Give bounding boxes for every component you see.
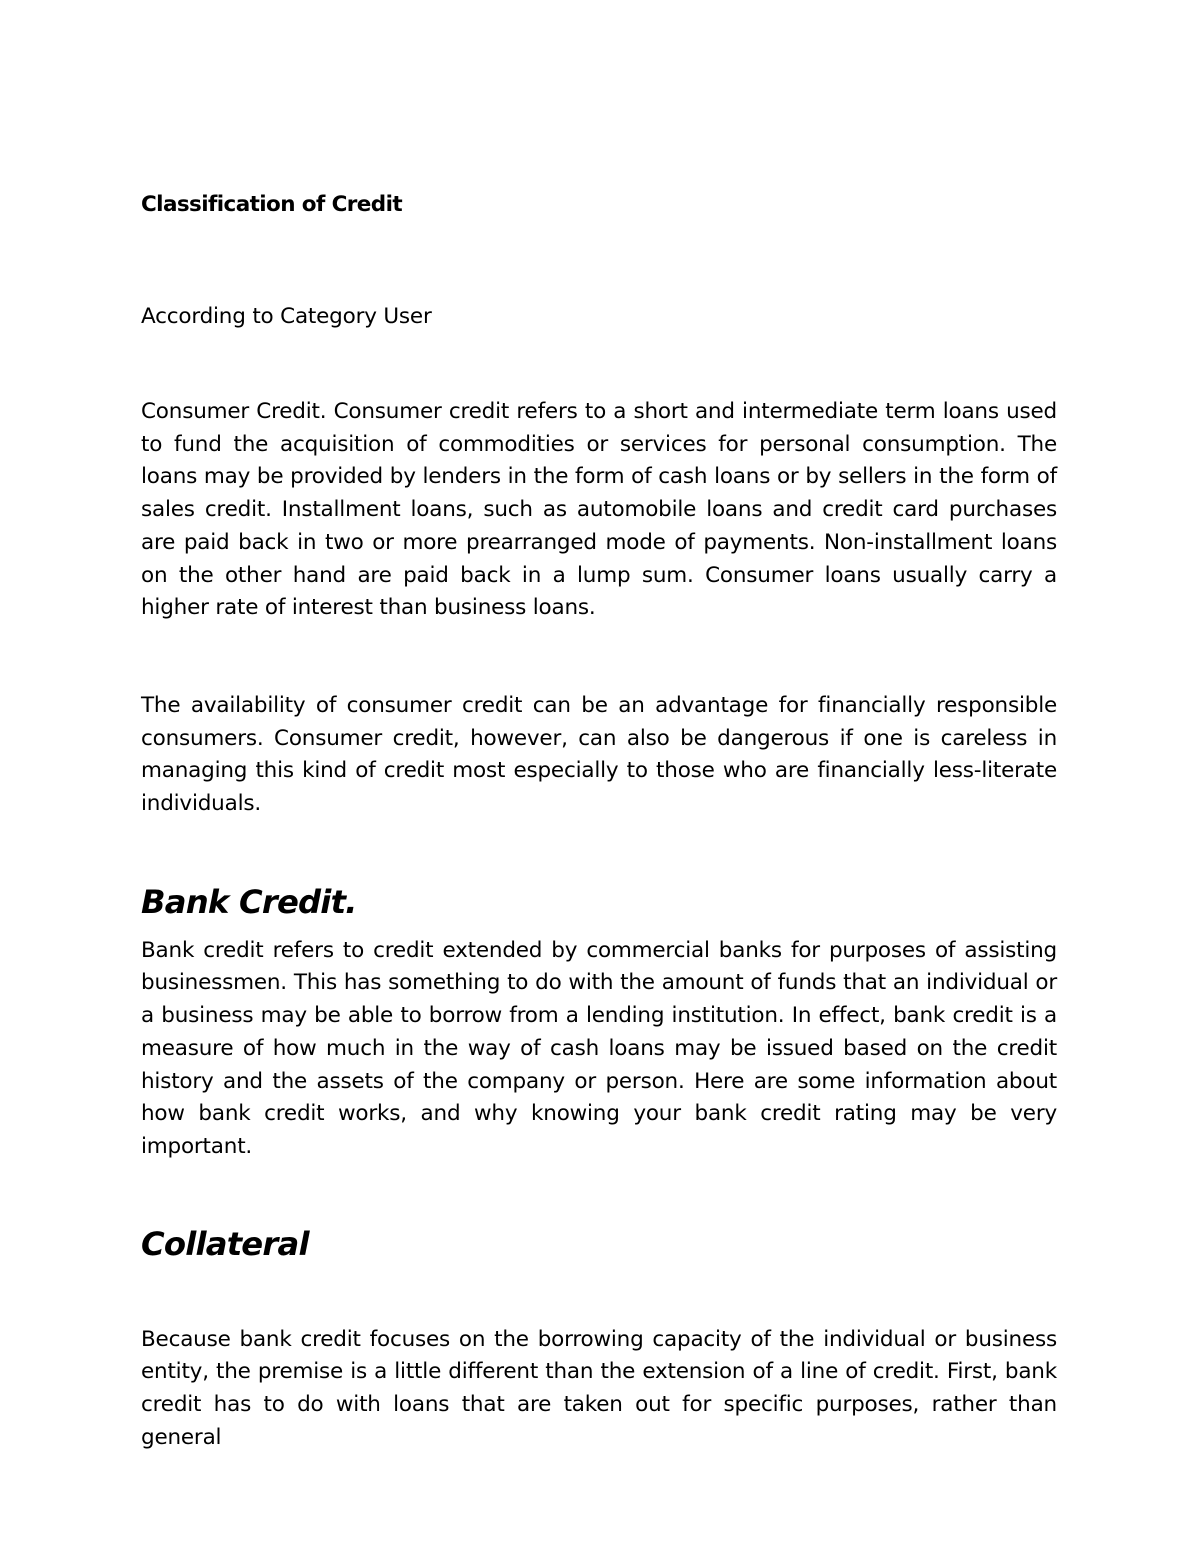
consumer-credit-paragraph: Consumer Credit. Consumer credit refers to a short and intermediate term loans used to fund the acquisition of commodities or services for personal consumption. The loans may be provided by lenders in the form of cash loans or by sellers in the form of sales credit. Installment loans, such as automobile loans and credit card purchases are paid back in two or more prearranged mode of payments. Non-installment loans on the other hand are paid back in a lump sum. Consumer loans usually carry a higher rate of interest than business loans.: [141, 399, 1057, 621]
collateral-heading: Collateral: [141, 1224, 309, 1263]
bank-credit-heading: Bank Credit.: [141, 882, 357, 921]
category-subheading: According to Category User: [141, 304, 432, 329]
collateral-paragraph: Because bank credit focuses on the borrowing capacity of the individual or business entity, the premise is a little different than the extension of a line of credit. First, bank credit has to do with loans that are taken out for specific purposes, rather than general: [141, 1326, 1057, 1450]
availability-paragraph: The availability of consumer credit can be an advantage for financially responsible consumers. Consumer credit, however, can also be dangerous if one is careless in managing this kind of credit most especially to those who are financially less-literate individuals.: [141, 692, 1057, 817]
document-body: [141, 188, 1057, 1454]
bank-credit-paragraph: Bank credit refers to credit extended by commercial banks for purposes of assisting businessmen. This has something to do with the amount of funds that an individual or a business may be able to borrow from a lending institution. In effect, bank credit is a measure of how much in the way of cash loans may be issued based on the credit history and the assets of the company or person. Here are some information about how bank credit works, and why knowing your bank credit rating may be very important.: [141, 937, 1057, 1159]
document-title: Classification of Credit: [141, 192, 403, 217]
